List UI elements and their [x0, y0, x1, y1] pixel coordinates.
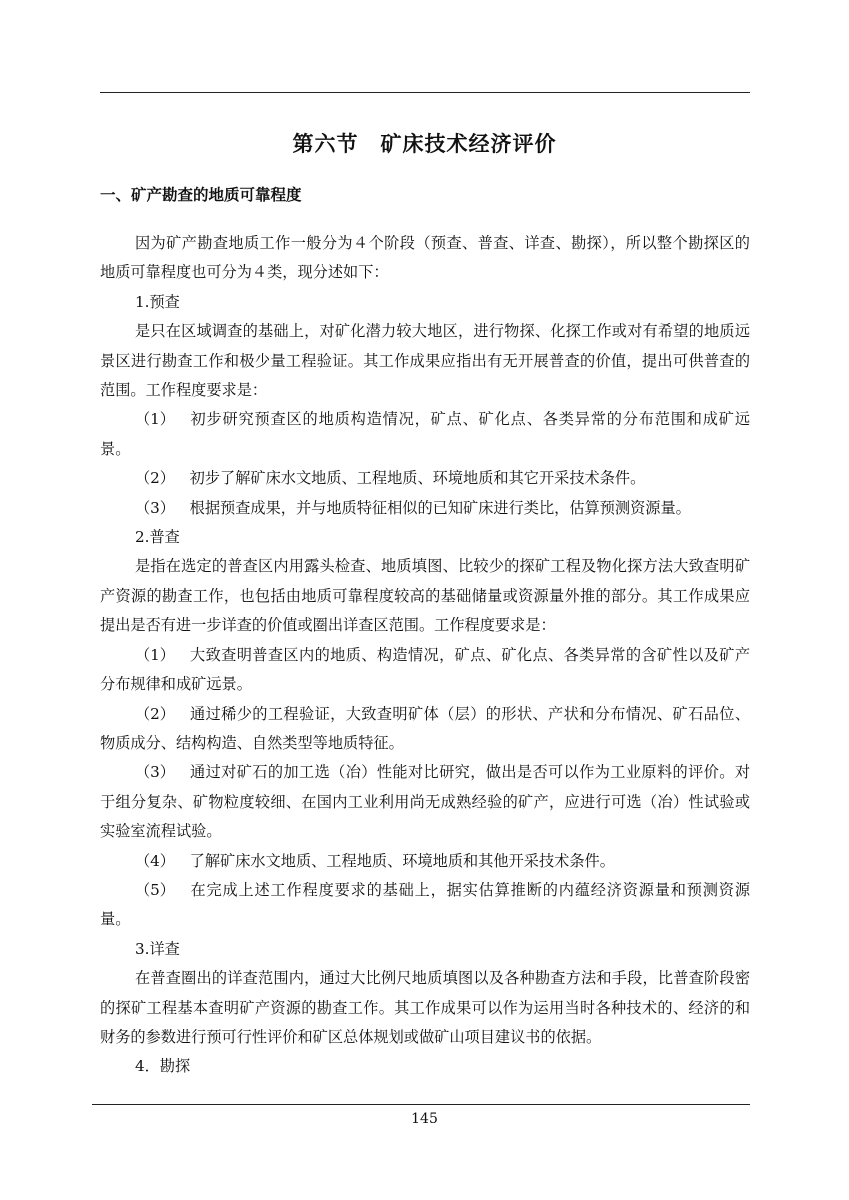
- paragraph: 在普查圈出的详查范围内，通过大比例尺地质填图以及各种勘查方法和手段，比普查阶段密的探矿工程基本查明矿产资源的勘查工作。其工作成果可以作为运用当时各种技术的、经济的和财务的参数进行预可行性评价和矿区总体规划或做矿山项目建议书的依据。: [100, 969, 750, 1046]
- body-text: [100, 229, 750, 1082]
- list-item: [100, 405, 750, 464]
- page-title: [0, 128, 849, 158]
- list-item-number: （1）: [134, 410, 175, 429]
- title-section-number: 第六节: [292, 132, 359, 156]
- section-heading: 一、矿产勘查的地质可靠程度: [100, 186, 302, 204]
- subsection-heading: 4．勘探: [134, 1057, 191, 1076]
- subsection-heading: 1.预查: [134, 292, 180, 311]
- list-item: [100, 494, 750, 523]
- list-item-number: （3）: [134, 763, 175, 782]
- list-item-number: （5）: [134, 880, 175, 899]
- list-item-number: （3）: [134, 498, 175, 517]
- list-item-number: （4）: [134, 851, 175, 870]
- paragraph: 是指在选定的普查区内用露头检查、地质填图、比较少的探矿工程及物化探方法大致查明矿产资源的勘查工作，也包括由地质可靠程度较高的基础储量或资源量外推的部分。其工作成果应提出是否有进一步详查的价值或圈出详查区范围。工作程度要求是：: [100, 557, 750, 635]
- subsection-heading: 2.普查: [134, 528, 180, 547]
- list-item: [100, 464, 750, 493]
- list-item-text: 大致查明普查区内的地质、构造情况，矿点、矿化点、各类异常的含矿性以及矿产分布规律和成矿远景。: [100, 645, 750, 694]
- list-item-text: 了解矿床水文地质、工程地质、环境地质和其他开采技术条件。: [189, 851, 615, 870]
- list-item-number: （2）: [134, 469, 175, 488]
- list-item-number: （2）: [134, 704, 175, 723]
- list-item: [100, 758, 750, 846]
- list-item-number: （1）: [134, 645, 175, 664]
- paragraph: 是只在区域调查的基础上，对矿化潜力较大地区，进行物探、化探工作或对有希望的地质远景区进行勘查工作和极少量工程验证。其工作成果应指出有无开展普查的价值，提出可供普查的范围。工作程度要求是：: [100, 322, 750, 400]
- header-rule: [100, 92, 750, 93]
- title-text: 矿床技术经济评价: [380, 132, 557, 156]
- list-item: [100, 847, 750, 876]
- list-item-text: 通过稀少的工程验证，大致查明矿体（层）的形状、产状和分布情况、矿石品位、物质成分、结构构造、自然类型等地质特征。: [100, 704, 750, 752]
- paragraph: 因为矿产勘查地质工作一般分为４个阶段（预查、普查、详查、勘探），所以整个勘探区的地质可靠程度也可分为４类，现分述如下：: [100, 234, 750, 282]
- list-item: [100, 700, 750, 759]
- list-item-text: 根据预查成果，并与地质特征相似的已知矿床进行类比，估算预测资源量。: [189, 498, 691, 517]
- list-item-text: 初步了解矿床水文地质、工程地质、环境地质和其它开采技术条件。: [189, 469, 646, 488]
- list-item-text: 通过对矿石的加工选（冶）性能对比研究，做出是否可以作为工业原料的评价。对于组分复杂、矿物粒度较细、在国内工业利用尚无成熟经验的矿产，应进行可选（冶）性试验或实验室流程试验。: [100, 763, 750, 841]
- list-item-text: 初步研究预查区的地质构造情况，矿点、矿化点、各类异常的分布范围和成矿远景。: [100, 410, 750, 458]
- subsection-heading: 3.详查: [134, 939, 180, 958]
- list-item-text: 在完成上述工作程度要求的基础上，据实估算推断的内蕴经济资源量和预测资源量。: [100, 880, 750, 929]
- list-item: [100, 641, 750, 700]
- footer-rule: [92, 1104, 750, 1105]
- list-item: [100, 876, 750, 935]
- page-number: 145: [411, 1111, 438, 1127]
